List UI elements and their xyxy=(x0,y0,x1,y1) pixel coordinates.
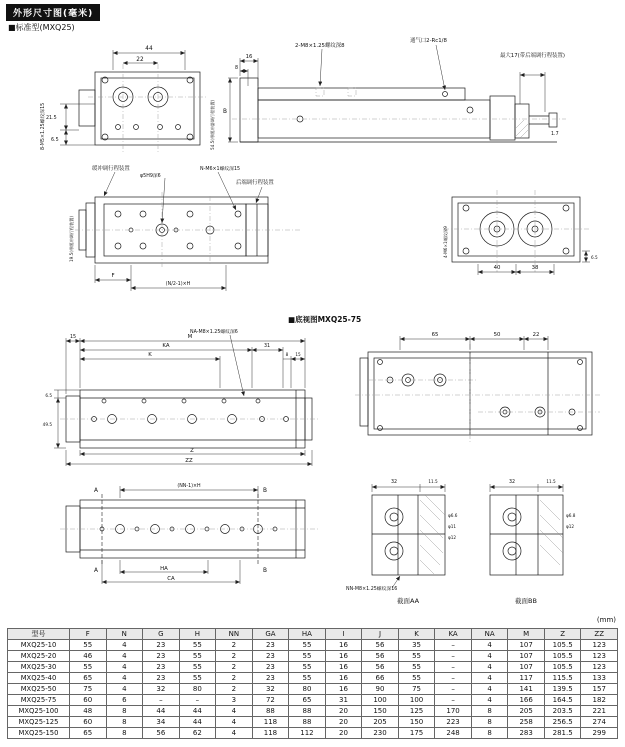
value-cell: 16 xyxy=(325,673,362,684)
dim-label: F xyxy=(111,273,115,279)
dim-label: 65 xyxy=(431,332,439,338)
model-cell: MXQ25-10 xyxy=(8,640,70,651)
column-header: I xyxy=(325,629,362,640)
model-cell: MXQ25-125 xyxy=(8,717,70,728)
section-caption: 截面BB xyxy=(515,597,537,605)
dim-label: CA xyxy=(167,576,175,582)
value-cell: 205 xyxy=(362,717,399,728)
value-cell: 4 xyxy=(471,673,508,684)
value-cell: 16 xyxy=(325,684,362,695)
model-cell: MXQ25-100 xyxy=(8,706,70,717)
value-cell: 2 xyxy=(216,673,253,684)
thread-note: NN-M8×1.25螺纹深16 xyxy=(346,587,398,592)
value-cell: 2 xyxy=(216,651,253,662)
value-cell: 55 xyxy=(179,673,216,684)
value-cell: 60 xyxy=(70,695,107,706)
value-cell: 56 xyxy=(362,662,399,673)
value-cell: 55 xyxy=(289,662,326,673)
plan-view-drawing xyxy=(68,164,300,291)
value-cell: 23 xyxy=(143,662,180,673)
table-row xyxy=(8,673,618,684)
table-row xyxy=(8,640,618,651)
value-cell: 117 xyxy=(508,673,545,684)
value-cell: 35 xyxy=(398,640,435,651)
hole-pattern-drawing xyxy=(60,483,318,584)
dimension-table xyxy=(7,628,618,739)
value-cell: 112 xyxy=(289,728,326,739)
section-mark-label: A xyxy=(94,568,98,574)
value-cell: 20 xyxy=(325,717,362,728)
value-cell: 55 xyxy=(289,673,326,684)
dim-label: M xyxy=(187,334,193,340)
model-cell: MXQ25-40 xyxy=(8,673,70,684)
rear-adjuster-note: 后端调行程装置 xyxy=(236,180,274,186)
bottom-view-75-drawing xyxy=(355,332,600,442)
dim-label: 22 xyxy=(136,57,144,63)
thread-note: 2-M8×1.25螺纹深8 xyxy=(295,43,345,49)
value-cell: 4 xyxy=(106,651,143,662)
value-cell: 248 xyxy=(435,728,472,739)
value-cell: 118 xyxy=(252,717,289,728)
column-header: NN xyxy=(216,629,253,640)
unit-note: (mm) xyxy=(596,616,616,624)
dim-label: φ6.6 xyxy=(448,513,458,518)
dimension-table-body xyxy=(8,640,618,739)
value-cell: 8 xyxy=(471,717,508,728)
value-cell: 8 xyxy=(106,706,143,717)
value-cell: 182 xyxy=(581,695,618,706)
section-aa-drawing xyxy=(346,479,458,605)
value-cell: 283 xyxy=(508,728,545,739)
page-title: 外形尺寸图(毫米) xyxy=(6,4,100,21)
dim-label: 32 xyxy=(508,480,516,485)
dim-label: 6.5 xyxy=(45,393,52,398)
dim-label: 6.5 xyxy=(51,138,59,143)
dim-label: 44 xyxy=(145,46,153,52)
value-cell: 123 xyxy=(581,640,618,651)
column-header: G xyxy=(143,629,180,640)
value-cell: 56 xyxy=(143,728,180,739)
value-cell: 4 xyxy=(471,695,508,706)
value-cell: 175 xyxy=(398,728,435,739)
value-cell: 55 xyxy=(70,640,107,651)
value-cell: 34 xyxy=(143,717,180,728)
value-cell: 123 xyxy=(581,651,618,662)
value-cell: 44 xyxy=(143,706,180,717)
column-header: KA xyxy=(435,629,472,640)
value-cell: 105.5 xyxy=(544,640,581,651)
dim-label: φ11 xyxy=(448,524,457,529)
value-cell: 118 xyxy=(252,728,289,739)
dim-label: 32 xyxy=(390,480,398,485)
value-cell: 60 xyxy=(70,717,107,728)
value-cell: 88 xyxy=(289,717,326,728)
value-cell: 23 xyxy=(143,651,180,662)
value-cell: 88 xyxy=(289,706,326,717)
standard-type-label: ■标准型(MXQ25) xyxy=(8,23,75,32)
value-cell: 55 xyxy=(289,640,326,651)
value-cell: 205 xyxy=(508,706,545,717)
value-cell: 4 xyxy=(471,684,508,695)
dim-label: Z xyxy=(190,448,194,454)
column-header: J xyxy=(362,629,399,640)
value-cell: 125 xyxy=(398,706,435,717)
value-cell: 55 xyxy=(179,640,216,651)
value-cell: 55 xyxy=(398,651,435,662)
value-cell: 88 xyxy=(252,706,289,717)
thread-note: 4-M6×1螺纹深9 xyxy=(443,226,448,258)
column-header: NA xyxy=(471,629,508,640)
thread-note: N-M6×1螺纹深15 xyxy=(200,167,241,172)
port-note: 通气口2-Rc1/8 xyxy=(410,38,447,44)
value-cell: – xyxy=(435,695,472,706)
model-cell: MXQ25-75 xyxy=(8,695,70,706)
buffer-note: 缓冲调行程装置 xyxy=(92,166,130,172)
dim-label: φ6.8 xyxy=(566,513,576,518)
value-cell: 65 xyxy=(70,673,107,684)
table-row xyxy=(8,717,618,728)
value-cell: 16 xyxy=(325,640,362,651)
value-cell: 105.5 xyxy=(544,662,581,673)
column-header: 型号 xyxy=(8,629,70,640)
bottom-view-75-label: ■底视图MXQ25-75 xyxy=(288,315,362,324)
value-cell: 65 xyxy=(289,695,326,706)
value-cell: 100 xyxy=(362,695,399,706)
value-cell: 80 xyxy=(179,684,216,695)
column-header: HA xyxy=(289,629,326,640)
value-cell: 90 xyxy=(362,684,399,695)
value-cell: 223 xyxy=(435,717,472,728)
value-cell: 4 xyxy=(106,640,143,651)
value-cell: 16 xyxy=(325,662,362,673)
table-row xyxy=(8,662,618,673)
table-row xyxy=(8,706,618,717)
bottom-view-drawing xyxy=(43,328,318,466)
value-cell: 56 xyxy=(362,651,399,662)
dim-label: 31 xyxy=(263,344,271,349)
value-cell: 8 xyxy=(106,717,143,728)
column-header: H xyxy=(179,629,216,640)
value-cell: 23 xyxy=(143,673,180,684)
value-cell: 4 xyxy=(106,673,143,684)
value-cell: 4 xyxy=(216,728,253,739)
thread-note: 8-M5×1.25螺纹深15 xyxy=(41,102,46,150)
value-cell: 274 xyxy=(581,717,618,728)
dim-label: φ12 xyxy=(566,524,575,529)
value-cell: 55 xyxy=(70,662,107,673)
dim-label: 8 xyxy=(234,66,238,71)
value-cell: 62 xyxy=(179,728,216,739)
value-cell: 3 xyxy=(216,695,253,706)
section-caption: 截面AA xyxy=(396,597,420,605)
dim-label: 16 xyxy=(245,54,253,60)
dim-label: (NN-1)×H xyxy=(177,484,201,489)
dim-label: 38 xyxy=(531,265,539,271)
dimension-table-head xyxy=(8,629,618,640)
dim-label: HA xyxy=(160,566,168,572)
value-cell: 55 xyxy=(398,673,435,684)
value-cell: 20 xyxy=(325,706,362,717)
dim-label: 1.7 xyxy=(551,132,559,137)
column-header: M xyxy=(508,629,545,640)
value-cell: 66 xyxy=(362,673,399,684)
value-cell: 8 xyxy=(106,728,143,739)
column-header: K xyxy=(398,629,435,640)
table-row xyxy=(8,651,618,662)
value-cell: 23 xyxy=(252,651,289,662)
value-cell: 170 xyxy=(435,706,472,717)
dim-label: 11.5 xyxy=(428,479,438,484)
value-cell: 2 xyxy=(216,684,253,695)
dim-label: 8 xyxy=(285,352,289,357)
value-cell: 8 xyxy=(471,706,508,717)
dim-label: (N/2-1)×H xyxy=(165,282,191,287)
value-cell: 150 xyxy=(398,717,435,728)
thread-note: NA-M8×1.25螺纹深6 xyxy=(190,330,238,335)
value-cell: 4 xyxy=(471,662,508,673)
value-cell: 16 xyxy=(325,651,362,662)
value-cell: 20 xyxy=(325,728,362,739)
value-cell: – xyxy=(143,695,180,706)
column-header: Z xyxy=(544,629,581,640)
table-row xyxy=(8,684,618,695)
table-row xyxy=(8,695,618,706)
dim-label: φ12 xyxy=(448,535,457,540)
value-cell: 48 xyxy=(70,706,107,717)
value-cell: 55 xyxy=(179,662,216,673)
column-header: F xyxy=(70,629,107,640)
dim-label: 40 xyxy=(493,265,501,271)
value-cell: 44 xyxy=(179,717,216,728)
value-cell: 31 xyxy=(325,695,362,706)
value-cell: 6 xyxy=(106,695,143,706)
value-cell: 75 xyxy=(398,684,435,695)
value-cell: 164.5 xyxy=(544,695,581,706)
value-cell: 75 xyxy=(70,684,107,695)
value-cell: 100 xyxy=(398,695,435,706)
value-cell: – xyxy=(179,695,216,706)
model-cell: MXQ25-50 xyxy=(8,684,70,695)
value-cell: 8 xyxy=(471,728,508,739)
value-cell: 105.5 xyxy=(544,651,581,662)
value-cell: 299 xyxy=(581,728,618,739)
value-cell: 139.5 xyxy=(544,684,581,695)
value-cell: 281.5 xyxy=(544,728,581,739)
model-cell: MXQ25-20 xyxy=(8,651,70,662)
value-cell: 4 xyxy=(106,684,143,695)
value-cell: 133 xyxy=(581,673,618,684)
value-cell: 23 xyxy=(143,640,180,651)
value-cell: 115.5 xyxy=(544,673,581,684)
value-cell: 23 xyxy=(252,662,289,673)
side-note: 19.5(带缓冲调行程装置) xyxy=(69,215,74,262)
dim-label: 15 xyxy=(295,352,301,357)
value-cell: 107 xyxy=(508,662,545,673)
value-cell: – xyxy=(435,673,472,684)
value-cell: 123 xyxy=(581,662,618,673)
dim-label: KA xyxy=(162,343,170,349)
dim-label: ZZ xyxy=(185,458,193,464)
value-cell: – xyxy=(435,651,472,662)
value-cell: 4 xyxy=(471,640,508,651)
value-cell: 230 xyxy=(362,728,399,739)
value-cell: 150 xyxy=(362,706,399,717)
dim-label: 11.5 xyxy=(546,479,556,484)
value-cell: 221 xyxy=(581,706,618,717)
value-cell: 107 xyxy=(508,651,545,662)
value-cell: 258 xyxy=(508,717,545,728)
value-cell: 157 xyxy=(581,684,618,695)
end-view-drawing xyxy=(442,190,598,275)
value-cell: 56 xyxy=(362,640,399,651)
value-cell: 46 xyxy=(70,651,107,662)
section-mark-label: A xyxy=(94,488,98,494)
value-cell: 203.5 xyxy=(544,706,581,717)
section-mark-label: B xyxy=(263,568,267,574)
section-bb-drawing xyxy=(490,479,576,605)
dim-label: K xyxy=(148,352,152,358)
value-cell: 141 xyxy=(508,684,545,695)
dim-label: 15 xyxy=(69,335,77,340)
value-cell: 55 xyxy=(179,651,216,662)
side-view-drawing xyxy=(223,36,566,142)
dim-label: 49.5 xyxy=(42,422,52,427)
value-cell: 55 xyxy=(398,662,435,673)
value-cell: 80 xyxy=(289,684,326,695)
value-cell: 4 xyxy=(216,717,253,728)
column-header: ZZ xyxy=(581,629,618,640)
value-cell: 4 xyxy=(471,651,508,662)
value-cell: 32 xyxy=(143,684,180,695)
section-mark-label: B xyxy=(263,488,267,494)
column-header: GA xyxy=(252,629,289,640)
value-cell: – xyxy=(435,640,472,651)
dim-label: B xyxy=(223,109,227,115)
model-cell: MXQ25-150 xyxy=(8,728,70,739)
value-cell: 23 xyxy=(252,640,289,651)
side-note: 54.5(带缓冲器调行程装置) xyxy=(210,99,215,150)
max-stroke-note: 最大17(带后端调行程装置) xyxy=(500,53,565,59)
value-cell: 2 xyxy=(216,662,253,673)
header-row xyxy=(8,629,618,640)
value-cell: 65 xyxy=(70,728,107,739)
value-cell: 32 xyxy=(252,684,289,695)
value-cell: 23 xyxy=(252,673,289,684)
value-cell: – xyxy=(435,684,472,695)
value-cell: 166 xyxy=(508,695,545,706)
value-cell: – xyxy=(435,662,472,673)
dim-label: 6.5 xyxy=(591,255,598,260)
value-cell: 44 xyxy=(179,706,216,717)
value-cell: 2 xyxy=(216,640,253,651)
dim-label: 22 xyxy=(532,332,540,338)
value-cell: 4 xyxy=(106,662,143,673)
model-cell: MXQ25-30 xyxy=(8,662,70,673)
column-header: N xyxy=(106,629,143,640)
value-cell: 72 xyxy=(252,695,289,706)
top-view-drawing xyxy=(39,46,216,152)
dim-label: 21.5 xyxy=(46,116,57,121)
table-row xyxy=(8,728,618,739)
value-cell: 4 xyxy=(216,706,253,717)
value-cell: 256.5 xyxy=(544,717,581,728)
dim-label: 50 xyxy=(493,332,501,338)
hole-note: φ5H9深6 xyxy=(140,174,161,179)
value-cell: 107 xyxy=(508,640,545,651)
value-cell: 55 xyxy=(289,651,326,662)
